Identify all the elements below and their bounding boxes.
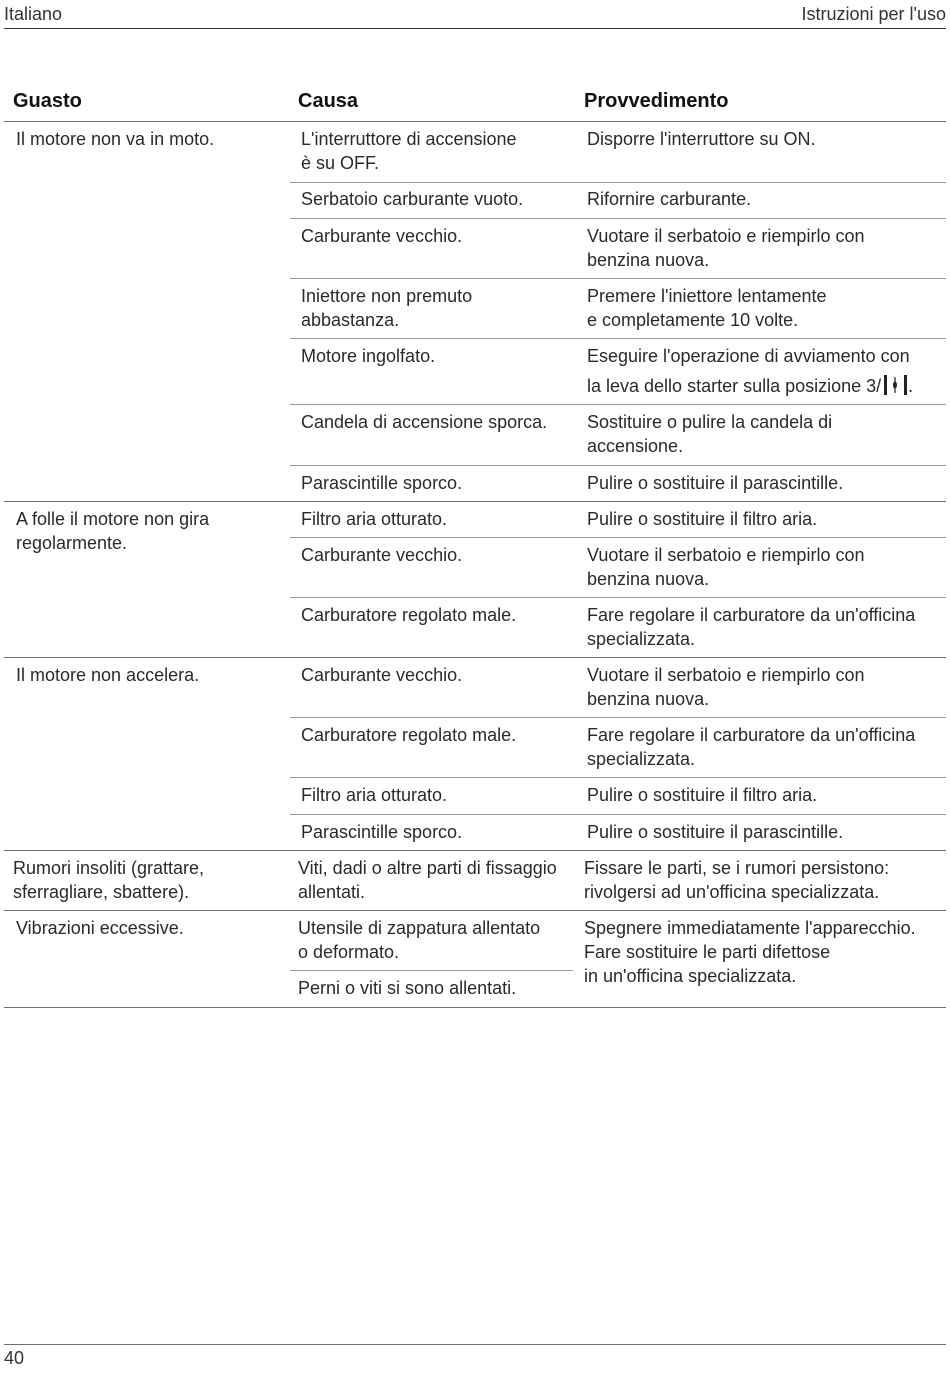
remedy-cell: Vuotare il serbatoio e riempirlo con benzina nuova. xyxy=(587,665,865,709)
cause-cell: Filtro aria otturato. xyxy=(301,509,448,529)
cause-cell: Candela di accensione sporca. xyxy=(301,412,548,432)
fault-cell: A folle il motore non gira regolarmente. xyxy=(16,509,210,553)
cause-cell: Motore ingolfato. xyxy=(301,346,436,366)
header-rule xyxy=(4,28,946,29)
cause-cell: Carburatore regolato male. xyxy=(301,725,517,745)
cause-cell: Perni o viti si sono allentati. xyxy=(298,978,517,998)
row-separator xyxy=(4,657,946,658)
remedy-cell: Eseguire l'operazione di avviamento con xyxy=(587,346,910,366)
cause-cell: Carburante vecchio. xyxy=(301,545,463,565)
cause-cell: Carburante vecchio. xyxy=(301,665,463,685)
fault-cell: Il motore non accelera. xyxy=(16,665,200,685)
remedy-cell: Vuotare il serbatoio e riempirlo con benzina nuova. xyxy=(587,226,865,270)
remedy-cell: Fare regolare il carburatore da un'officina specializzata. xyxy=(587,725,916,769)
column-header-cause: Causa xyxy=(298,90,359,112)
remedy-cell: Pulire o sostituire il filtro aria. xyxy=(587,785,818,805)
row-separator xyxy=(290,717,946,718)
remedy-cell: Disporre l'interruttore su ON. xyxy=(587,129,816,149)
footer-rule xyxy=(4,1344,946,1345)
cause-cell: Serbatoio carburante vuoto. xyxy=(301,189,524,209)
row-separator xyxy=(4,850,946,851)
row-separator xyxy=(290,218,946,219)
remedy-cell: Pulire o sostituire il parascintille. xyxy=(587,822,844,842)
cause-cell: Viti, dadi o altre parti di fissaggio allentati. xyxy=(298,858,557,902)
row-separator xyxy=(290,278,946,279)
remedy-cell: Rifornire carburante. xyxy=(587,189,752,209)
remedy-cell-line2: la leva dello starter sulla posizione 3/ . xyxy=(587,376,914,396)
cause-cell: Carburatore regolato male. xyxy=(301,605,517,625)
fault-cell: Rumori insoliti (grattare, sferragliare, sbattere). xyxy=(13,858,205,902)
column-header-fault: Guasto xyxy=(13,90,82,112)
remedy-cell: Fissare le parti, se i rumori persistono: rivolgersi ad un'officina specializzata. xyxy=(584,858,890,902)
row-separator xyxy=(290,537,946,538)
row-separator xyxy=(290,814,946,815)
remedy-cell: Fare regolare il carburatore da un'officina specializzata. xyxy=(587,605,916,649)
table-header-rule xyxy=(4,121,946,122)
row-separator xyxy=(290,465,946,466)
remedy-cell: Spegnere immediatamente l'apparecchio. Fare sostituire le parti difettose in un'officina specializzata. xyxy=(584,918,916,986)
fault-cell: Vibrazioni eccessive. xyxy=(16,918,184,938)
row-separator xyxy=(4,501,946,502)
header-language: Italiano xyxy=(4,4,63,24)
cause-cell: Filtro aria otturato. xyxy=(301,785,448,805)
remedy-cell: Vuotare il serbatoio e riempirlo con benzina nuova. xyxy=(587,545,865,589)
row-separator xyxy=(290,970,573,971)
page-number: 40 xyxy=(4,1348,25,1368)
row-separator xyxy=(4,1007,946,1008)
row-separator xyxy=(290,338,946,339)
row-separator xyxy=(4,910,946,911)
cause-cell: Parascintille sporco. xyxy=(301,822,463,842)
remedy-cell: Pulire o sostituire il parascintille. xyxy=(587,473,844,493)
row-separator xyxy=(290,777,946,778)
remedy-cell: Pulire o sostituire il filtro aria. xyxy=(587,509,818,529)
remedy-cell: Sostituire o pulire la candela di accensione. xyxy=(587,412,833,456)
remedy-cell: Premere l'iniettore lentamente e completamente 10 volte. xyxy=(587,286,827,330)
cause-cell: Iniettore non premuto abbastanza. xyxy=(301,286,473,330)
row-separator xyxy=(290,182,946,183)
row-separator xyxy=(290,597,946,598)
column-header-remedy: Provvedimento xyxy=(584,90,729,112)
choke-full-icon xyxy=(882,375,908,395)
cause-cell: L'interruttore di accensione è su OFF. xyxy=(301,129,517,173)
cause-cell: Carburante vecchio. xyxy=(301,226,463,246)
remedy-cell-line2-text: la leva dello starter sulla posizione 3/ xyxy=(587,376,882,396)
fault-cell: Il motore non va in moto. xyxy=(16,129,215,149)
cause-cell: Utensile di zappatura allentato o deformato. xyxy=(298,918,541,962)
row-separator xyxy=(290,404,946,405)
header-doc-title: Istruzioni per l'uso xyxy=(801,4,946,24)
cause-cell: Parascintille sporco. xyxy=(301,473,463,493)
